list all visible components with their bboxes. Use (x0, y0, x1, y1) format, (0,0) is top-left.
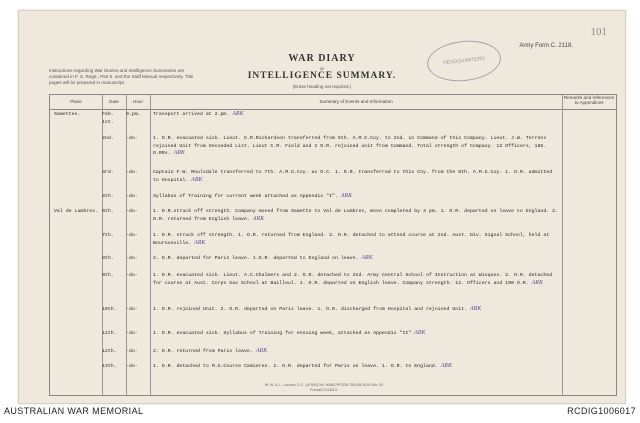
entry-summary: 1. O.R. struck off strength. 1. O.R. returned from England. 2. O.R. detached to attend course at 2nd. Aust. Div. Signal School, held at Bournonville. (153, 233, 550, 246)
entry-date: 2nd. (102, 136, 114, 141)
entry-hour: -do- (126, 331, 138, 336)
war-diary-page (18, 10, 626, 404)
army-form-number: Army Form C. 2118. (519, 43, 573, 49)
entry-hour: -do- (126, 170, 138, 175)
entry-summary: 1. O.R. evacuated sick. Lieut. A.C.Chalmers and 2. O.R. detached to 2nd. Army Central School of Instruction at Wisques. 2. O.R. detached for course at Aust. Corps Gas School at Bailleul. 1. O.R. departed on English leave. Company strength. 12. Officers and 190 O.R. (153, 273, 553, 286)
col-divider (150, 95, 151, 395)
entry-summary: 1. O.R. rejoined Unit. 2. O.R. departed on Paris leave. 1. O.R. discharged from Hospital and rejoined Unit. (153, 307, 468, 312)
entry-text (153, 135, 559, 158)
entry-initials: ARK (191, 176, 203, 183)
entry-hour: -do- (126, 349, 138, 354)
archive-reference: RCDIG1006017 (567, 406, 636, 416)
entry-date: 4th. (102, 194, 114, 199)
entry-date: 10th. (102, 307, 117, 312)
entry-summary: 2. O.R. departed for Paris leave. 1.O.R. departed to England on leave. (153, 256, 359, 261)
entry-summary: 1. O.R. evacuated sick. Syllabus of Training for ensuing week, attached as Appendix "II" (153, 331, 412, 336)
entry-place: Samettes. (54, 112, 81, 117)
page-number: 101 (590, 26, 607, 38)
entry-date: Feb. 1st. (102, 112, 114, 125)
title-or: or (319, 66, 324, 71)
entry-date: 8th. (102, 256, 114, 261)
entry-place: Val de Lumbres. (54, 209, 99, 214)
entry-text (153, 208, 559, 223)
entry-text (153, 330, 559, 338)
instructions-note: Instructions regarding War Diaries and Intelligence Summaries are contained in F. S. Regs., Part II. and the Staff Manual respectively. Title pages will be prepared in manuscript. (49, 68, 194, 85)
entry-text (153, 232, 559, 247)
entry-initials: ARK (340, 193, 353, 199)
entry-hour: -do- (126, 233, 138, 238)
entry-initials: ARK (361, 255, 373, 261)
entry-date: 11th. (102, 331, 117, 336)
page-subtitle: INTELLIGENCE SUMMARY. (247, 71, 397, 81)
entry-text (153, 255, 559, 263)
entry-summary: Syllabus of Training for current week attached as Appendix "I". (153, 194, 338, 199)
entry-text (153, 169, 559, 184)
entry-summary: Transport arrived at 2.pm. (153, 112, 230, 117)
entry-initials: ARK (232, 111, 244, 117)
entry-summary: 1. O.R.struck off strength. Company moved from Samette to Val de Lumbres, move completed by 3 pm. 1. O.R. departed on leave to England. 2. O.R. returned from English leave. (153, 209, 559, 222)
headquarters-stamp: HEADQUARTERS (425, 37, 503, 85)
entry-initials: ARK (252, 215, 265, 222)
entry-hour: 9.pm. (126, 112, 141, 117)
entry-text (153, 363, 559, 371)
entry-date: 13th. (102, 364, 117, 369)
entry-summary: 1. O.R. evacuated sick. Lieut. G.R.Richardson transferred from 5th. A.M.G.Coy. to 2nd. in Command of this Company. Lieut. J.W. Terrens rejoined Unit from Seconded List. Lieut C.R. Field and 2 O.R. rejoined unit from Command. Total strength of Company. 12 Officers, 185. O.RRs. (153, 136, 547, 156)
page-title: WAR DIARY (288, 53, 356, 64)
entry-initials: ARK (531, 279, 543, 286)
col-date: Date (109, 99, 119, 104)
entry-hour: -do- (126, 256, 138, 261)
entry-date: 9th. (102, 273, 114, 278)
entry-text (153, 193, 559, 201)
entry-initials: ARK (440, 363, 452, 369)
entry-text (153, 111, 559, 119)
col-divider (562, 95, 563, 395)
printer-imprint: W. W. & L., London, E.C. (A7092) Wt. W4857/P1136 750,000 8/15 Sch. 52 Forms/C2118/13. (264, 383, 384, 392)
archive-caption: AUSTRALIAN WAR MEMORIAL (4, 406, 144, 416)
entry-text (153, 306, 559, 314)
entry-date: 12th. (102, 349, 117, 354)
entry-date: 7th. (102, 233, 114, 238)
entry-date: 6th. (102, 209, 114, 214)
col-remarks: Remarks and references to Appendices (563, 95, 615, 105)
entry-hour: -do- (126, 209, 138, 214)
entry-summary: 2. O.R. returned from Paris leave. (153, 349, 253, 354)
table-header (50, 95, 616, 110)
entry-initials: ARK (255, 348, 268, 354)
subtitle-note: (Erase heading not required.) (292, 84, 352, 89)
entry-initials: ARK (469, 306, 482, 312)
entry-hour: -do- (126, 194, 138, 199)
entry-text (153, 272, 559, 287)
entry-initials: ARK (414, 330, 426, 336)
entry-date: 3rd. (102, 170, 114, 175)
col-summary: Summary of Events and Information (319, 99, 393, 104)
entry-hour: -do- (126, 273, 138, 278)
entry-summary: 1. O.R. detached to M.G.Course Camieres. 2. O.R. departed for Paris on leave. 1. O.R. to England. (153, 364, 438, 369)
entry-initials: ARK (194, 239, 206, 246)
entry-hour: -do- (126, 307, 138, 312)
entry-initials: ARK (173, 150, 185, 156)
entry-hour: -do- (126, 364, 138, 369)
col-hour: Hour (133, 99, 143, 104)
entry-summary: Captain F.W. Moulsdale transferred to 7th. A.M.G.Coy. as O.C. 1. O.R. transferred to this Coy. from the 8th. A.M.G.Coy. 1. O.R. admitted to Hospital. (153, 170, 553, 183)
diary-table (49, 94, 617, 396)
col-place: Place (70, 99, 82, 104)
entry-text (153, 348, 559, 356)
entry-hour: -do- (126, 136, 138, 141)
